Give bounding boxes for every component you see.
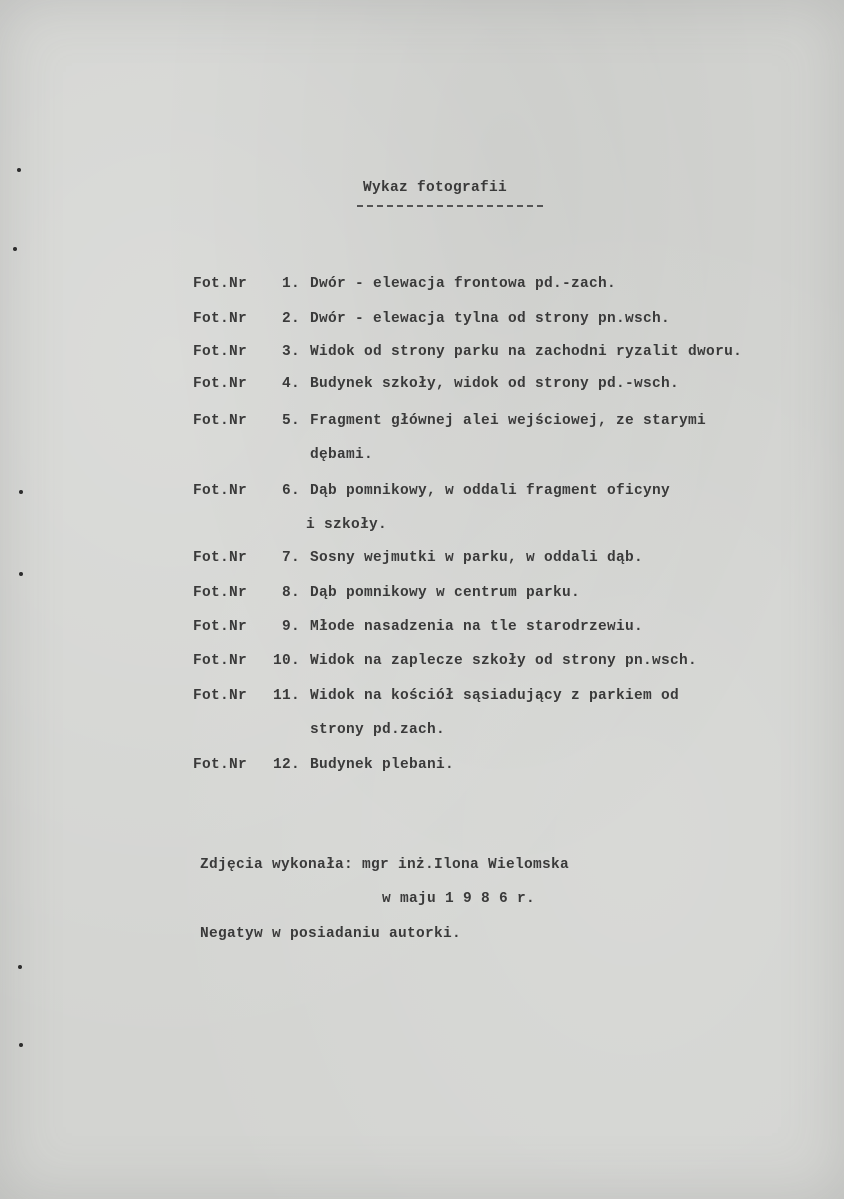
photo-number: 10.	[272, 653, 300, 669]
photo-description: Młode nasadzenia na tle starodrzewiu.	[310, 619, 644, 635]
photo-description-continuation: i szkoły.	[306, 517, 388, 533]
list-item	[0, 653, 698, 673]
photo-label: Fot.Nr	[193, 483, 248, 499]
photo-description: Dwór - elewacja frontowa pd.-zach.	[310, 276, 617, 292]
photo-description: Dąb pomnikowy w centrum parku.	[310, 585, 581, 601]
photo-label: Fot.Nr	[193, 619, 248, 635]
photo-number: 7.	[281, 550, 300, 566]
photo-description: Widok na kościół sąsiadujący z parkiem od	[310, 688, 680, 704]
list-item	[0, 344, 743, 364]
list-item	[0, 483, 671, 503]
photo-label: Fot.Nr	[193, 653, 248, 669]
list-item	[0, 688, 680, 708]
margin-mark	[13, 247, 17, 251]
photo-label: Fot.Nr	[193, 311, 248, 327]
photo-label: Fot.Nr	[193, 276, 248, 292]
photo-description: Widok od strony parku na zachodni ryzalit dworu.	[310, 344, 743, 360]
title-underline	[357, 205, 543, 207]
photo-number: 2.	[281, 311, 300, 327]
photo-label: Fot.Nr	[193, 413, 248, 429]
photo-number: 5.	[281, 413, 300, 429]
photo-number: 6.	[281, 483, 300, 499]
photo-description-continuation: strony pd.zach.	[310, 722, 446, 738]
photo-label: Fot.Nr	[193, 344, 248, 360]
photo-description-continuation: dębami.	[310, 447, 374, 463]
date-credit: w maju 1 9 8 6 r.	[382, 891, 536, 907]
page-title: Wykaz fotografii	[363, 180, 508, 196]
photo-label: Fot.Nr	[193, 688, 248, 704]
margin-mark	[17, 168, 21, 172]
photo-number: 8.	[281, 585, 300, 601]
negatives-note: Negatyw w posiadaniu autorki.	[200, 926, 462, 942]
list-item	[0, 376, 680, 396]
photo-number: 11.	[272, 688, 300, 704]
margin-mark	[18, 965, 22, 969]
author-credit: Zdjęcia wykonała: mgr inż.Ilona Wielomska	[200, 857, 570, 873]
photo-description: Dwór - elewacja tylna od strony pn.wsch.	[310, 311, 671, 327]
margin-mark	[19, 572, 23, 576]
list-item	[0, 276, 617, 296]
photo-description: Budynek szkoły, widok od strony pd.-wsch.	[310, 376, 680, 392]
photo-description: Budynek plebani.	[310, 757, 455, 773]
list-item	[0, 413, 707, 433]
photo-number: 4.	[281, 376, 300, 392]
list-item	[0, 585, 581, 605]
photo-description: Fragment głównej alei wejściowej, ze starymi	[310, 413, 707, 429]
photo-number: 9.	[281, 619, 300, 635]
photo-description: Sosny wejmutki w parku, w oddali dąb.	[310, 550, 644, 566]
photo-label: Fot.Nr	[193, 585, 248, 601]
list-item	[0, 757, 455, 777]
list-item	[0, 311, 671, 331]
photo-description: Widok na zaplecze szkoły od strony pn.wsch.	[310, 653, 698, 669]
list-item	[0, 619, 644, 639]
list-item	[0, 550, 644, 570]
photo-label: Fot.Nr	[193, 550, 248, 566]
margin-mark	[19, 1043, 23, 1047]
photo-description: Dąb pomnikowy, w oddali fragment oficyny	[310, 483, 671, 499]
photo-number: 3.	[281, 344, 300, 360]
photo-number: 1.	[281, 276, 300, 292]
photo-label: Fot.Nr	[193, 376, 248, 392]
photo-number: 12.	[272, 757, 300, 773]
photo-label: Fot.Nr	[193, 757, 248, 773]
